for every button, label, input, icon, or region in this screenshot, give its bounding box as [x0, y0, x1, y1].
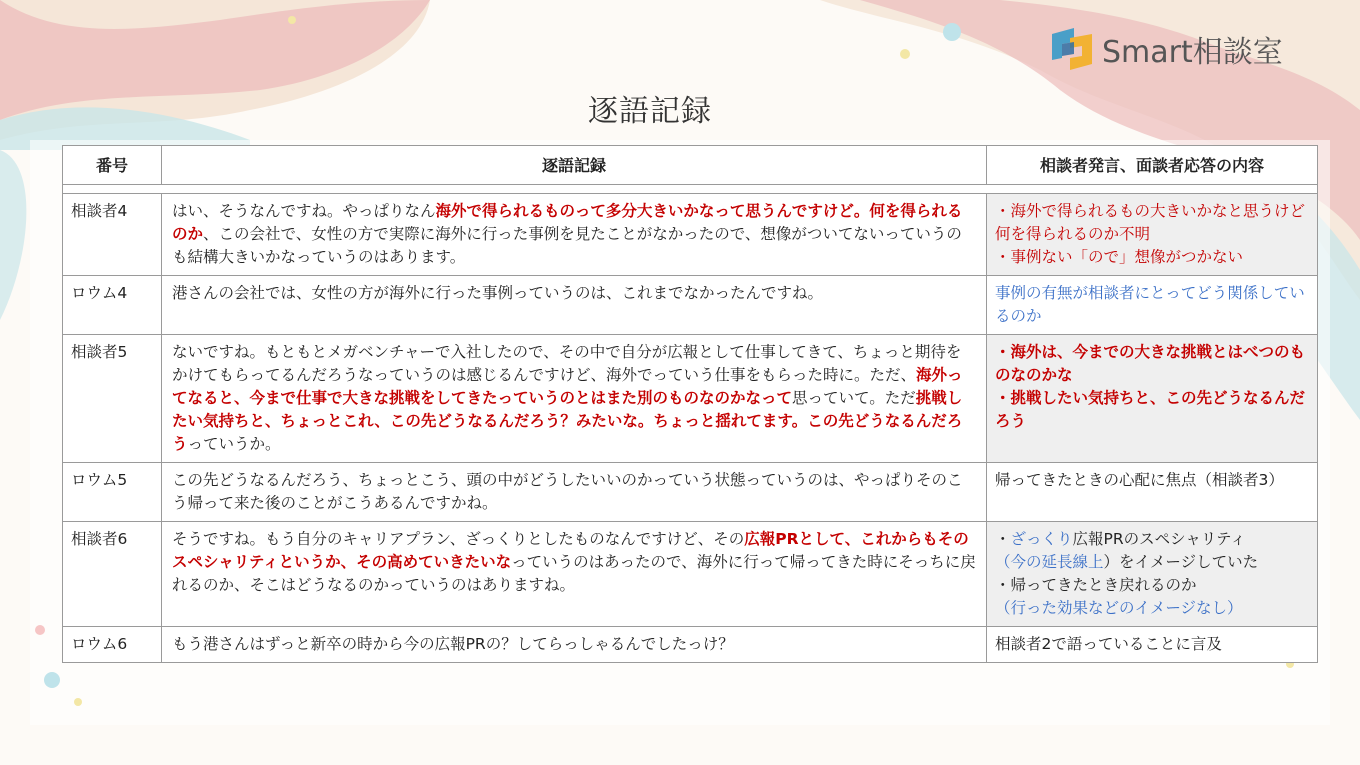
row-number: 相談者5: [63, 335, 162, 463]
table-header-row: [63, 146, 1318, 185]
row-number: ロウム5: [63, 463, 162, 522]
logo-text: Smart相談室: [1102, 35, 1283, 70]
transcript-cell: そうですね。もう自分のキャリアプラン、ざっくりとしたものなんですけど、その広報PRとして、これからもそのスペシャリティというか、その高めていきたいなっていうのはあったので、海外に行って帰ってきた時にそっちに戻れるのか、そこはどうなるのかっていうのはありますね。: [162, 522, 987, 627]
table-row: [63, 335, 1318, 463]
header-gap: [63, 185, 1318, 194]
note-cell: ・海外で得られるもの大きいかなと思うけど何を得られるのか不明 ・事例ない「ので」想像がつかない: [987, 194, 1318, 276]
row-number: ロウム6: [63, 627, 162, 663]
page-title: 逐語記録: [588, 94, 712, 129]
header-transcript: 逐語記録: [162, 146, 987, 185]
header-content: 相談者発言、面談者応答の内容: [987, 146, 1318, 185]
transcript-table: [62, 145, 1318, 663]
transcript-cell: ないですね。もともとメガベンチャーで入社したので、その中で自分が広報として仕事してきて、ちょっと期待をかけてもらってるんだろうなっていうのは感じるんですけど、海外でっていう仕事をもらった時に。ただ、海外ってなると、今まで仕事で大きな挑戦をしてきたっていうのとはまた別のものなのかなって思っていて。ただ挑戦したい気持ちと、ちょっとこれ、この先どうなるんだろう？みたいな。ちょっと揺れてます。この先どうなるんだろうっていうか。: [162, 335, 987, 463]
note-cell: ・ざっくり広報PRのスペシャリティ （今の延長線上）をイメージしていた ・帰ってきたとき戻れるのか （行った効果などのイメージなし）: [987, 522, 1318, 627]
transcript-table-wrapper: [62, 145, 1318, 663]
transcript-cell: この先どうなるんだろう、ちょっとこう、頭の中がどうしたいいのかっていう状態っていうのは、やっぱりそのこう帰って来た後のことがこうあるんですかね。: [162, 463, 987, 522]
table-row: [63, 522, 1318, 627]
brand-logo: [1048, 22, 1283, 76]
logo-mark-icon: [1048, 24, 1096, 74]
table-row: [63, 194, 1318, 276]
header-number: 番号: [63, 146, 162, 185]
table-row: [63, 463, 1318, 522]
note-cell: 帰ってきたときの心配に焦点（相談者3）: [987, 463, 1318, 522]
row-number: ロウム4: [63, 276, 162, 335]
transcript-cell: 港さんの会社では、女性の方が海外に行った事例っていうのは、これまでなかったんですね。: [162, 276, 987, 335]
transcript-cell: もう港さんはずっと新卒の時から今の広報PRの？してらっしゃるんでしたっけ？: [162, 627, 987, 663]
transcript-cell: はい、そうなんですね。やっぱりなん海外で得られるものって多分大きいかなって思うんですけど。何を得られるのか、この会社で、女性の方で実際に海外に行った事例を見たことがなかったので、想像がついてないっていうのも結構大きいかなっていうのはあります。: [162, 194, 987, 276]
table-row: [63, 276, 1318, 335]
table-row: [63, 627, 1318, 663]
note-cell: ・海外は、今までの大きな挑戦とはべつのものなのかな ・挑戦したい気持ちと、この先どうなるんだろう: [987, 335, 1318, 463]
row-number: 相談者6: [63, 522, 162, 627]
row-number: 相談者4: [63, 194, 162, 276]
note-cell: 事例の有無が相談者にとってどう関係しているのか: [987, 276, 1318, 335]
note-cell: 相談者2で語っていることに言及: [987, 627, 1318, 663]
